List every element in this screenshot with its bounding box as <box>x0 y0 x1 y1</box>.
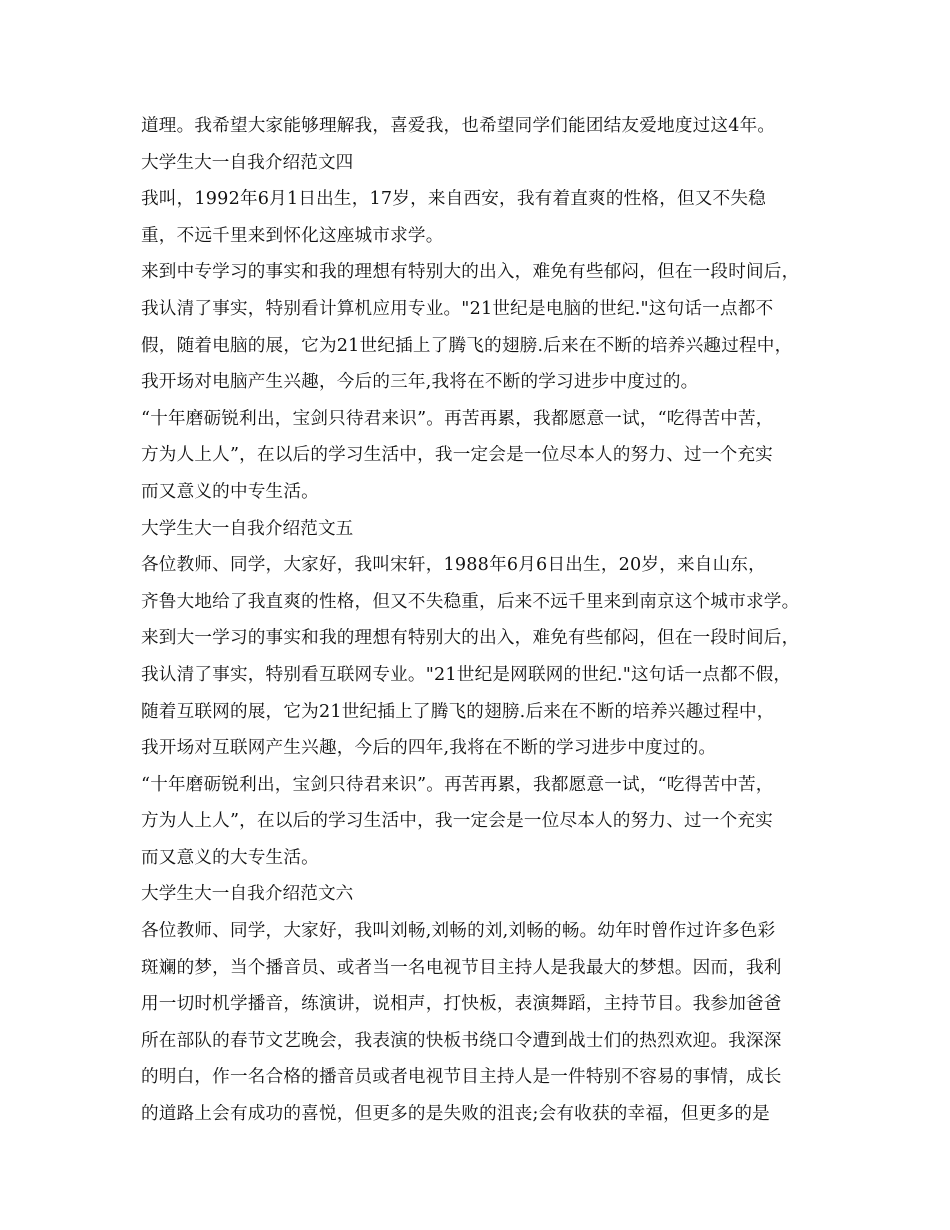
section-heading: 大学生大一自我介绍范文五 <box>141 518 354 539</box>
paragraph-line: 我开场对电脑产生兴趣，今后的三年,我将在不断的学习进步中度过的。 <box>141 372 699 393</box>
paragraph-line: 我认清了事实，特别看计算机应用专业。"21世纪是电脑的世纪."这句话一点都不 <box>141 298 774 319</box>
paragraph-line: 我叫，1992年6月1日出生，17岁，来自西安，我有着直爽的性格，但又不失稳 <box>141 189 766 210</box>
paragraph-line: 随着互联网的展，它为21世纪插上了腾飞的翅膀.后来在不断的培养兴趣过程中， <box>141 701 775 722</box>
paragraph-line: 方为人上人”，在以后的学习生活中，我一定会是一位尽本人的努力、过一个充实 <box>141 811 773 832</box>
section-heading: 大学生大一自我介绍范文六 <box>141 884 354 905</box>
paragraph-line: 道理。我希望大家能够理解我，喜爱我，也希望同学们能团结友爱地度过这4年。 <box>141 116 776 136</box>
paragraph-line: “十年磨砺锐利出，宝剑只待君来识”。再苦再累，我都愿意一试，“吃得苦中苦， <box>141 774 774 795</box>
paragraph-line: 的道路上会有成功的喜悦，但更多的是失败的沮丧;会有收获的幸福，但更多的是 <box>141 1104 770 1125</box>
paragraph-line: 重，不远千里来到怀化这座城市求学。 <box>141 225 444 246</box>
paragraph-line: 而又意义的中专生活。 <box>141 481 319 502</box>
section-heading: 大学生大一自我介绍范文四 <box>141 152 354 173</box>
paragraph-line: 我开场对互联网产生兴趣，今后的四年,我将在不断的学习进步中度过的。 <box>141 738 717 759</box>
paragraph-line: 各位教师、同学，大家好，我叫刘畅,刘畅的刘,刘畅的畅。幼年时曾作过许多色彩 <box>141 921 776 942</box>
paragraph-line: 来到大一学习的事实和我的理想有特别大的出入，难免有些郁闷，但在一段时间后， <box>141 628 800 649</box>
paragraph-line: “十年磨砺锐利出，宝剑只待君来识”。再苦再累，我都愿意一试，“吃得苦中苦， <box>141 408 774 429</box>
paragraph-line: 的明白，作一名合格的播音员或者电视节目主持人是一件特别不容易的事情，成长 <box>141 1067 782 1088</box>
paragraph-line: 假，随着电脑的展，它为21世纪插上了腾飞的翅膀.后来在不断的培养兴趣过程中， <box>141 335 793 356</box>
paragraph-line: 方为人上人”，在以后的学习生活中，我一定会是一位尽本人的努力、过一个充实 <box>141 445 773 466</box>
paragraph-line: 所在部队的春节文艺晚会，我表演的快板书绕口令遭到战士们的热烈欢迎。我深深 <box>141 1030 782 1051</box>
paragraph-line: 我认清了事实，特别看互联网专业。"21世纪是网联网的世纪."这句话一点都不假， <box>141 664 792 685</box>
paragraph-line: 用一切时机学播音，练演讲，说相声，打快板，表演舞蹈，主持节目。我参加爸爸 <box>141 994 782 1015</box>
paragraph-line: 而又意义的大专生活。 <box>141 847 319 868</box>
paragraph-line: 齐鲁大地给了我直爽的性格，但又不失稳重，后来不远千里来到南京这个城市求学。 <box>141 591 800 612</box>
document-text-body <box>141 108 831 1133</box>
paragraph-line: 斑斓的梦，当个播音员、或者当一名电视节目主持人是我最大的梦想。因而，我利 <box>141 957 782 978</box>
paragraph-line: 来到中专学习的事实和我的理想有特别大的出入，难免有些郁闷，但在一段时间后， <box>141 262 800 283</box>
paragraph-line: 各位教师、同学，大家好，我叫宋轩，1988年6月6日出生，20岁，来自山东， <box>141 555 766 576</box>
